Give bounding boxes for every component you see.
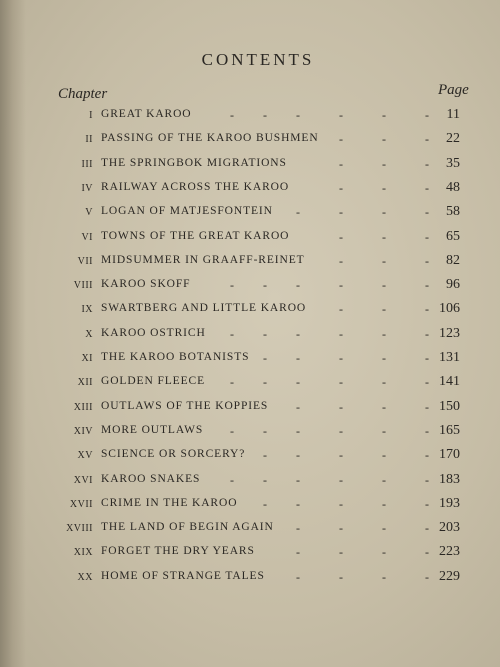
leader-dash: - <box>263 472 267 487</box>
page-number: 48 <box>446 179 460 195</box>
page-number: 229 <box>439 568 460 584</box>
leader-dash: - <box>339 521 343 536</box>
chapter-number: XVI <box>73 474 93 486</box>
page-column-header: Page <box>438 82 469 98</box>
leader-dash: - <box>339 229 343 244</box>
leader-dash: - <box>296 448 300 463</box>
leader-dash: - <box>382 302 386 317</box>
chapter-number: V <box>85 207 93 219</box>
chapter-number: X <box>85 328 93 340</box>
toc-entry <box>0 471 500 493</box>
chapter-number: XVII <box>69 498 93 510</box>
chapter-title: SWARTBERG AND LITTLE KAROO <box>101 302 307 315</box>
chapter-title: TOWNS OF THE GREAT KAROO <box>101 229 290 242</box>
leader-dash: - <box>425 423 429 438</box>
leader-dash: - <box>425 521 429 536</box>
leader-dash: - <box>339 108 343 122</box>
leader-dash: - <box>425 302 429 317</box>
toc-entry <box>0 155 500 177</box>
chapter-title: LOGAN OF MATJESFONTEIN <box>101 205 273 218</box>
leader-dash: - <box>425 132 429 147</box>
leader-dash: - <box>339 448 343 463</box>
leader-dash: - <box>382 496 386 511</box>
leader-dash: - <box>425 351 429 365</box>
leader-dash: - <box>382 180 386 195</box>
leader-dashes <box>0 400 500 420</box>
toc-entry <box>0 422 500 444</box>
leader-dash: - <box>296 496 300 511</box>
page-number: 193 <box>439 495 460 511</box>
page-number: 82 <box>446 252 460 268</box>
leader-dash: - <box>382 351 386 365</box>
leader-dash: - <box>425 108 429 122</box>
toc-entry <box>0 519 500 541</box>
leader-dash: - <box>382 472 386 487</box>
toc-entry <box>0 130 500 152</box>
leader-dash: - <box>296 399 300 414</box>
leader-dash: - <box>339 156 343 171</box>
page-number: 22 <box>446 131 460 147</box>
leader-dash: - <box>382 253 386 268</box>
chapter-number: I <box>89 110 93 121</box>
leader-dash: - <box>382 448 386 463</box>
leader-dash: - <box>263 278 267 293</box>
chapter-title: MORE OUTLAWS <box>101 423 204 436</box>
chapter-number: XV <box>77 450 93 462</box>
leader-dashes <box>0 302 500 322</box>
chapter-title: CRIME IN THE KAROO <box>101 496 238 509</box>
toc-entry <box>0 106 500 128</box>
chapter-number: XI <box>81 353 93 364</box>
leader-dash: - <box>296 205 300 220</box>
page-number: 11 <box>446 107 460 122</box>
chapter-title: THE KAROO BOTANISTS <box>101 351 250 363</box>
leader-dash: - <box>339 132 343 147</box>
page-number: 123 <box>439 325 460 341</box>
leader-dashes <box>0 351 500 371</box>
leader-dash: - <box>339 302 343 317</box>
leader-dash: - <box>263 326 267 341</box>
leader-dash: - <box>296 521 300 536</box>
leader-dash: - <box>382 326 386 341</box>
toc-entry <box>0 495 500 517</box>
leader-dashes <box>0 254 500 274</box>
leader-dashes <box>0 424 500 444</box>
leader-dash: - <box>425 569 429 584</box>
chapter-number: XII <box>77 377 93 389</box>
leader-dash: - <box>296 351 300 365</box>
leader-dash: - <box>425 375 429 390</box>
page-number: 203 <box>439 520 460 536</box>
toc-entry <box>0 373 500 395</box>
chapter-title: THE LAND OF BEGIN AGAIN <box>101 521 274 534</box>
leader-dashes <box>0 205 500 225</box>
page-number: 106 <box>439 301 460 317</box>
chapter-title: FORGET THE DRY YEARS <box>101 545 255 558</box>
leader-dash: - <box>425 180 429 195</box>
toc-entry <box>0 252 500 274</box>
leader-dash: - <box>263 423 267 438</box>
leader-dash: - <box>339 496 343 511</box>
toc-entry <box>0 300 500 322</box>
chapter-number: XIX <box>73 547 93 559</box>
leader-dash: - <box>230 423 234 438</box>
toc-entry <box>0 203 500 225</box>
leader-dash: - <box>263 375 267 390</box>
page-number: 223 <box>439 544 460 560</box>
leader-dashes <box>0 108 500 128</box>
leader-dashes <box>0 448 500 468</box>
page-number: 96 <box>446 277 460 293</box>
leader-dashes <box>0 375 500 395</box>
leader-dash: - <box>339 180 343 195</box>
chapter-number: VIII <box>73 280 93 292</box>
leader-dash: - <box>382 229 386 244</box>
leader-dashes <box>0 521 500 541</box>
chapter-column-header: Chapter <box>58 86 108 102</box>
leader-dash: - <box>339 375 343 390</box>
page-number: 58 <box>446 204 460 220</box>
leader-dash: - <box>230 108 234 122</box>
leader-dash: - <box>382 108 386 122</box>
toc-entry <box>0 179 500 201</box>
leader-dashes <box>0 278 500 298</box>
leader-dash: - <box>382 278 386 293</box>
chapter-number: XIV <box>73 425 93 437</box>
leader-dash: - <box>339 399 343 414</box>
leader-dash: - <box>425 253 429 268</box>
leader-dash: - <box>425 326 429 341</box>
chapter-title: SCIENCE OR SORCERY? <box>101 448 246 461</box>
leader-dash: - <box>339 472 343 487</box>
leader-dash: - <box>425 496 429 511</box>
toc-entry <box>0 446 500 468</box>
leader-dashes <box>0 157 500 177</box>
leader-dashes <box>0 570 500 590</box>
page-number: 131 <box>439 350 460 365</box>
leader-dash: - <box>296 423 300 438</box>
leader-dash: - <box>263 496 267 511</box>
leader-dash: - <box>339 205 343 220</box>
chapter-title: PASSING OF THE KAROO BUSHMEN <box>101 132 319 145</box>
leader-dash: - <box>425 545 429 560</box>
chapter-title: RAILWAY ACROSS THE KAROO <box>101 180 290 193</box>
leader-dash: - <box>263 448 267 463</box>
leader-dash: - <box>425 448 429 463</box>
chapter-title: KAROO SKOFF <box>101 278 191 291</box>
leader-dash: - <box>230 278 234 293</box>
leader-dashes <box>0 230 500 250</box>
leader-dash: - <box>339 423 343 438</box>
contents-heading: CONTENTS <box>201 50 315 69</box>
leader-dash: - <box>296 375 300 390</box>
chapter-number: III <box>81 158 93 170</box>
leader-dash: - <box>425 156 429 171</box>
page-number: 141 <box>439 374 460 390</box>
chapter-number: IX <box>81 304 93 316</box>
toc-entry <box>0 276 500 298</box>
chapter-number: VI <box>81 231 93 243</box>
leader-dash: - <box>296 569 300 584</box>
leader-dash: - <box>339 545 343 560</box>
page-number: 65 <box>446 228 460 244</box>
chapter-number: XX <box>77 571 93 583</box>
leader-dash: - <box>425 472 429 487</box>
chapter-title: HOME OF STRANGE TALES <box>101 569 265 582</box>
chapter-title: KAROO OSTRICH <box>101 326 206 339</box>
leader-dash: - <box>382 545 386 560</box>
leader-dash: - <box>296 326 300 341</box>
leader-dashes <box>0 327 500 347</box>
leader-dash: - <box>382 423 386 438</box>
leader-dash: - <box>382 132 386 147</box>
leader-dash: - <box>382 156 386 171</box>
leader-dash: - <box>382 521 386 536</box>
leader-dash: - <box>230 472 234 487</box>
leader-dash: - <box>425 399 429 414</box>
chapter-number: VII <box>77 255 93 267</box>
leader-dash: - <box>425 205 429 220</box>
leader-dash: - <box>296 472 300 487</box>
toc-entry <box>0 228 500 250</box>
chapter-title: GREAT KAROO <box>101 108 192 120</box>
toc-entry <box>0 325 500 347</box>
chapter-number: IV <box>81 182 93 194</box>
leader-dash: - <box>339 253 343 268</box>
toc-entry <box>0 398 500 420</box>
leader-dash: - <box>425 229 429 244</box>
leader-dash: - <box>339 569 343 584</box>
chapter-title: THE SPRINGBOK MIGRATIONS <box>101 156 287 169</box>
leader-dash: - <box>382 375 386 390</box>
page-number: 165 <box>439 422 460 438</box>
leader-dashes <box>0 497 500 517</box>
leader-dash: - <box>339 326 343 341</box>
chapter-number: XVIII <box>66 523 93 535</box>
leader-dash: - <box>296 108 300 122</box>
chapter-number: II <box>85 134 93 146</box>
leader-dash: - <box>339 278 343 293</box>
leader-dashes <box>0 473 500 493</box>
chapter-title: GOLDEN FLEECE <box>101 375 206 388</box>
page-number: 35 <box>446 155 460 171</box>
toc-entry <box>0 349 500 371</box>
leader-dash: - <box>382 399 386 414</box>
leader-dash: - <box>382 205 386 220</box>
leader-dash: - <box>230 326 234 341</box>
page-number: 150 <box>439 398 460 414</box>
leader-dash: - <box>296 545 300 560</box>
leader-dashes <box>0 545 500 565</box>
chapter-title: KAROO SNAKES <box>101 472 201 485</box>
chapter-number: XIII <box>73 401 93 413</box>
chapter-title: OUTLAWS OF THE KOPPIES <box>101 399 269 412</box>
toc-entry <box>0 568 500 590</box>
leader-dash: - <box>296 278 300 293</box>
leader-dash: - <box>263 351 267 365</box>
leader-dash: - <box>382 569 386 584</box>
leader-dash: - <box>263 108 267 122</box>
page-number: 170 <box>439 447 460 463</box>
leader-dash: - <box>425 278 429 293</box>
leader-dash: - <box>230 375 234 390</box>
leader-dash: - <box>339 351 343 365</box>
leader-dashes <box>0 181 500 201</box>
chapter-title: MIDSUMMER IN GRAAFF-REINET <box>101 253 305 266</box>
leader-dashes <box>0 132 500 152</box>
toc-entry <box>0 543 500 565</box>
page-number: 183 <box>439 471 460 487</box>
